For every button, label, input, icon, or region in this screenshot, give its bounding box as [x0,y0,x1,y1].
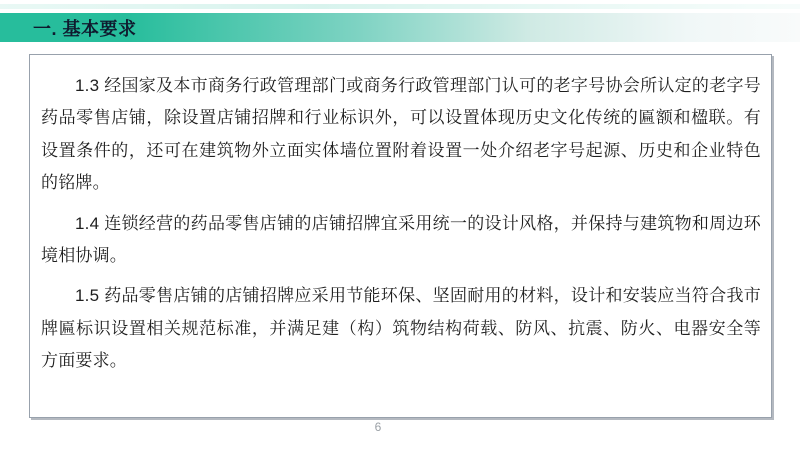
paragraph-1-5: 1.5 药品零售店铺的店铺招牌应采用节能环保、坚固耐用的材料，设计和安装应当符合我市牌匾标识设置相关规范标准，并满足建（构）筑物结构荷载、防风、抗震、防火、电器安全等方面要求。 [41,286,761,371]
header-bar [0,13,800,42]
paragraph-1-4: 1.4 连锁经营的药品零售店铺的店铺招牌宜采用统一的设计风格，并保持与建筑物和周边环境相协调。 [41,213,761,266]
content-box [29,54,772,418]
top-accent-strip [0,4,800,9]
paragraph-1-3: 1.3 经国家及本市商务行政管理部门或商务行政管理部门认可的老字号协会所认定的老字号药品零售店铺，除设置店铺招牌和行业标识外，可以设置体现历史文化传统的匾额和楹联。有设置条件的，还可在建筑物外立面实体墙位置附着设置一处介绍老字号起源、历史和企业特色的铭牌。 [41,76,761,193]
page-number: 6 [374,420,382,434]
page-title: 一. 基本要求 [33,18,137,39]
